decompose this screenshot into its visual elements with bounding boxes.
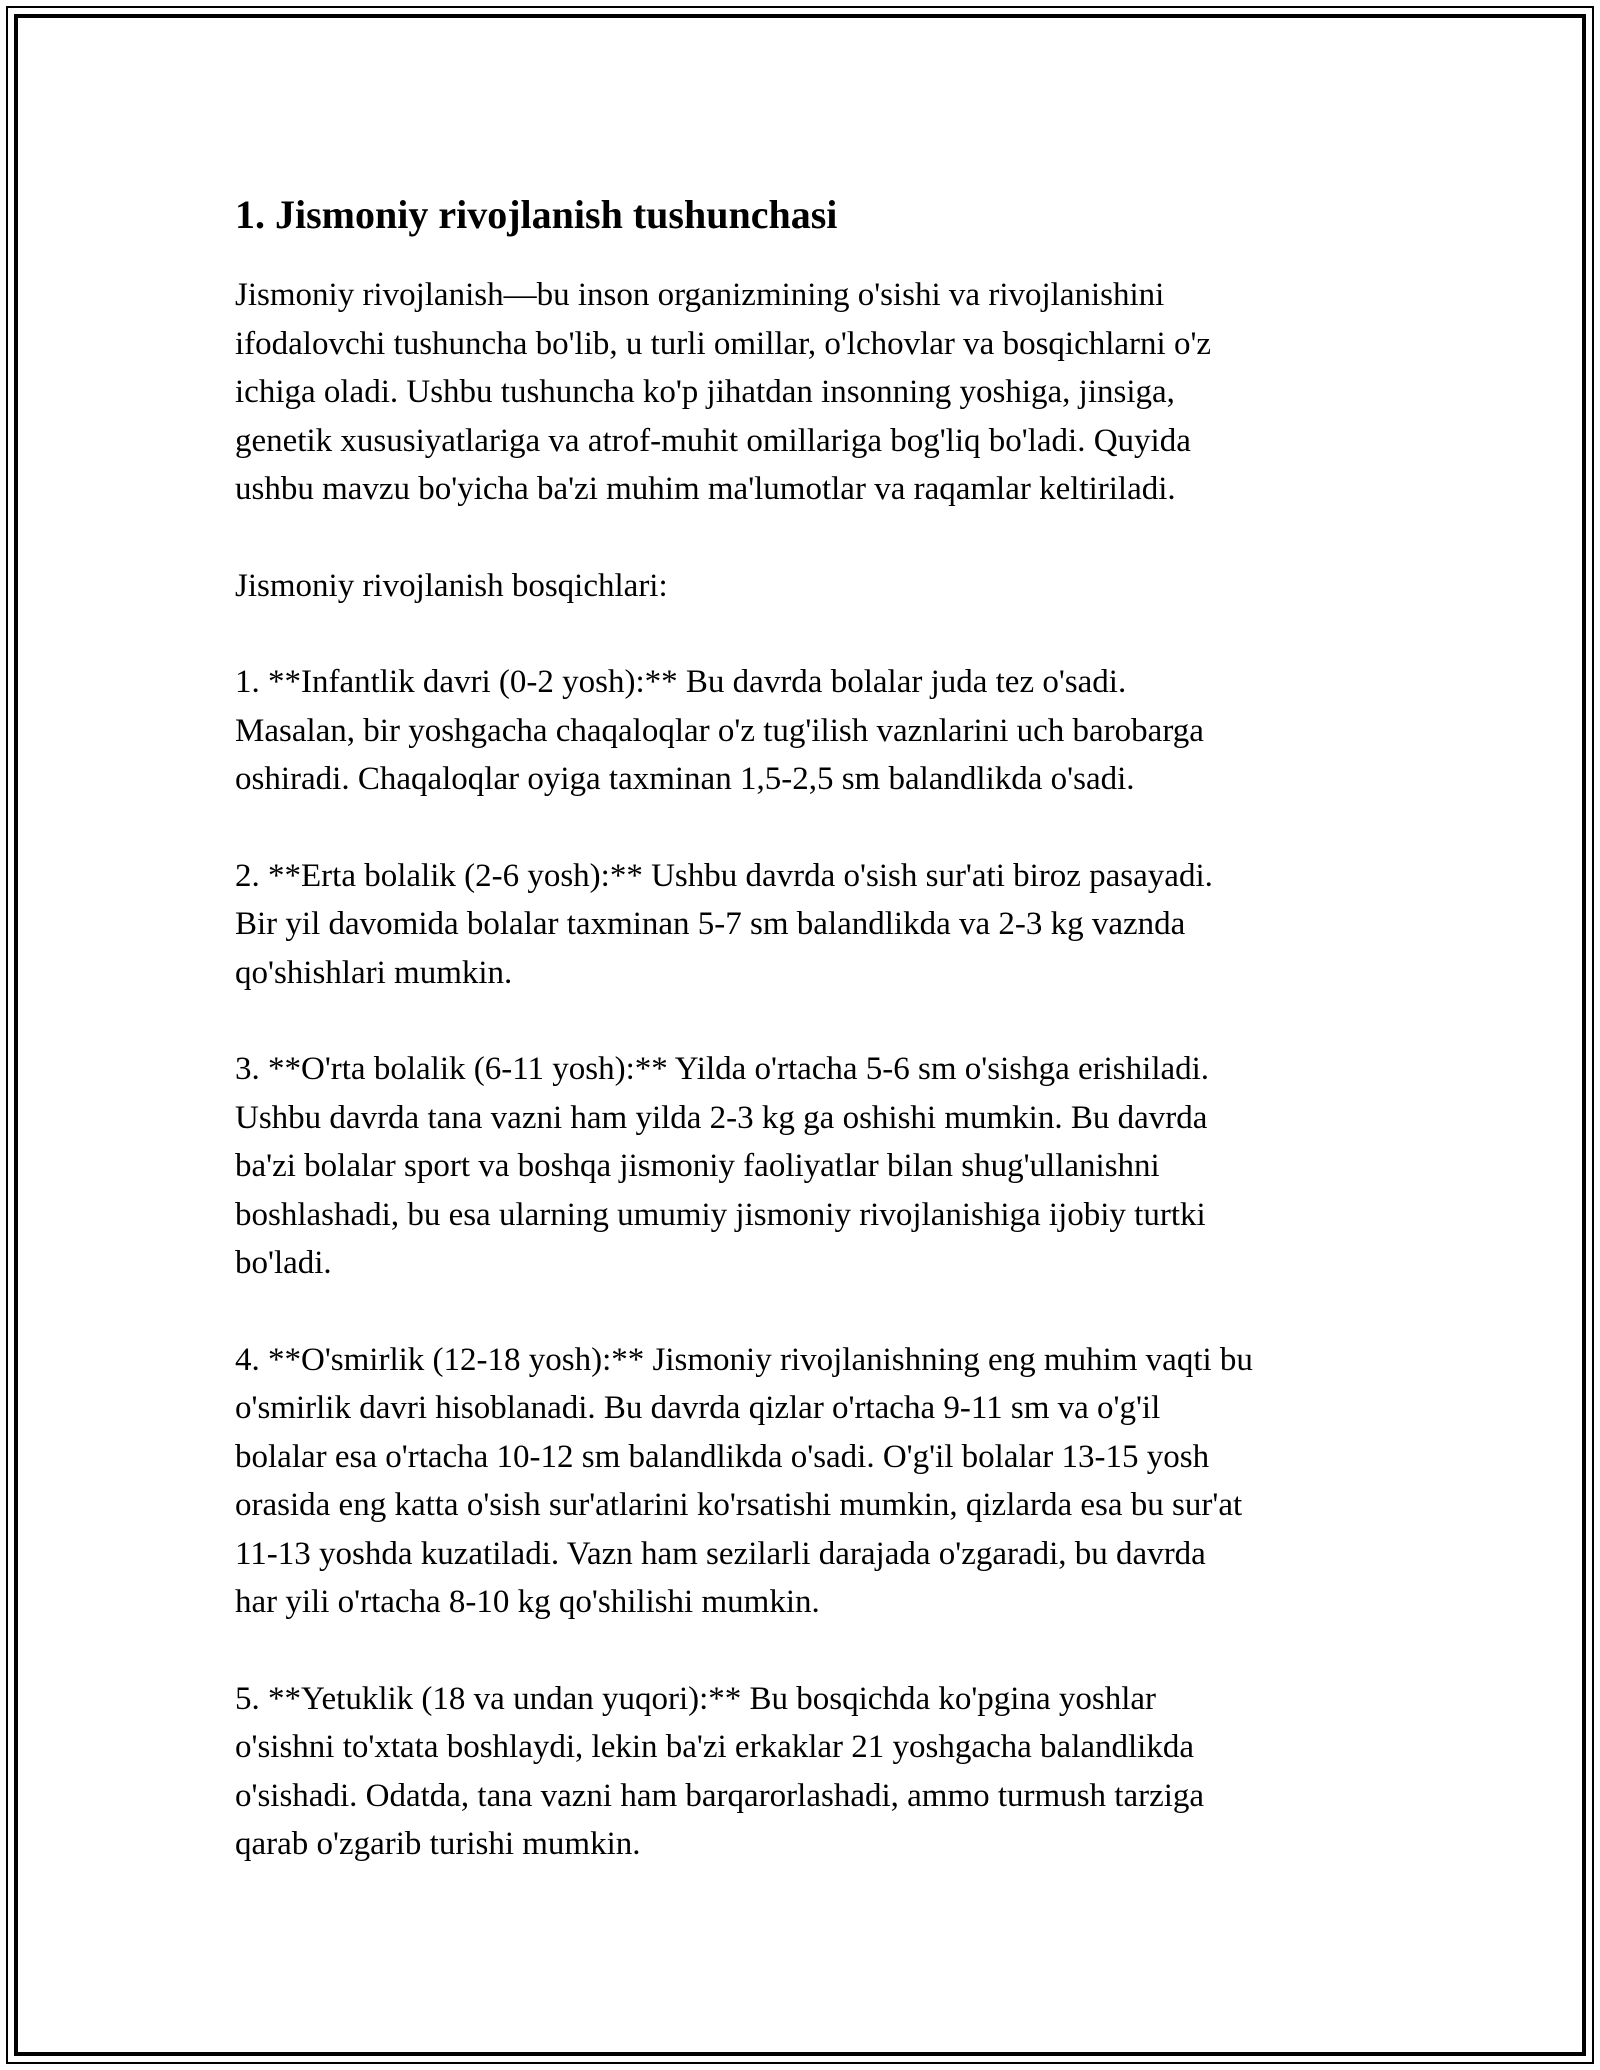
section-title: 1. Jismoniy rivojlanish tushunchasi [235, 192, 838, 237]
stages-heading: Jismoniy rivojlanish bosqichlari: [235, 567, 668, 604]
document-body [235, 183, 1375, 1917]
stage-paragraph-middle-childhood: 3. **O'rta bolalik (6-11 yosh):** Yilda o'rtacha 5-6 sm o'sishga erishiladi. Ushbu davrda tana vazni ham yilda 2-3 kg ga oshishi mumkin. Bu davrda ba'zi bolalar sport va boshqa jismoniy faoliyatlar bilan shug'ullanishni boshlashadi, bu esa ularning umumiy jismoniy rivojlanishiga ijobiy turtki bo'ladi. [235, 1051, 1210, 1281]
stage-paragraph-adulthood: 5. **Yetuklik (18 va undan yuqori):** Bu bosqichda ko'pgina yoshlar o'sishni to'xtata boshlaydi, lekin ba'zi erkaklar 21 yoshgacha balandlikda o'sishadi. Odatda, tana vazni ham barqarorlashadi, ammo turmush tarziga qarab o'zgarib turishi mumkin. [235, 1680, 1205, 1862]
intro-paragraph: Jismoniy rivojlanish—bu inson organizmining o'sishi va rivojlanishini ifodalovchi tushuncha bo'lib, u turli omillar, o'lchovlar va bosqichlarni o'z ichiga oladi. Ushbu tushuncha ko'p jihatdan insonning yoshiga, jinsiga, genetik xususiyatlariga va atrof-muhit omillariga bog'liq bo'ladi. Quyida ushbu mavzu bo'yicha ba'zi muhim ma'lumotlar va raqamlar keltiriladi. [235, 277, 1212, 507]
stage-paragraph-adolescence: 4. **O'smirlik (12-18 yosh):** Jismoniy rivojlanishning eng muhim vaqti bu o'smirlik davri hisoblanadi. Bu davrda qizlar o'rtacha 9-11 sm va o'g'il bolalar esa o'rtacha 10-12 sm balandlikda o'sadi. O'g'il bolalar 13-15 yosh orasida eng katta o'sish sur'atlarini ko'rsatishi mumkin, qizlarda esa bu sur'at 11-13 yoshda kuzatiladi. Vazn ham sezilarli darajada o'zgaradi, bu davrda har yili o'rtacha 8-10 kg qo'shilishi mumkin. [235, 1341, 1253, 1620]
stage-paragraph-early-childhood: 2. **Erta bolalik (2-6 yosh):** Ushbu davrda o'sish sur'ati biroz pasayadi. Bir yil davomida bolalar taxminan 5-7 sm balandlikda va 2-3 kg vaznda qo'shishlari mumkin. [235, 857, 1213, 991]
stage-paragraph-infancy: 1. **Infantlik davri (0-2 yosh):** Bu davrda bolalar juda tez o'sadi. Masalan, bir yoshgacha chaqaloqlar o'z tug'ilish vaznlarini uch barobarga oshiradi. Chaqaloqlar oyiga taxminan 1,5-2,5 sm balandlikda o'sadi. [235, 664, 1204, 797]
